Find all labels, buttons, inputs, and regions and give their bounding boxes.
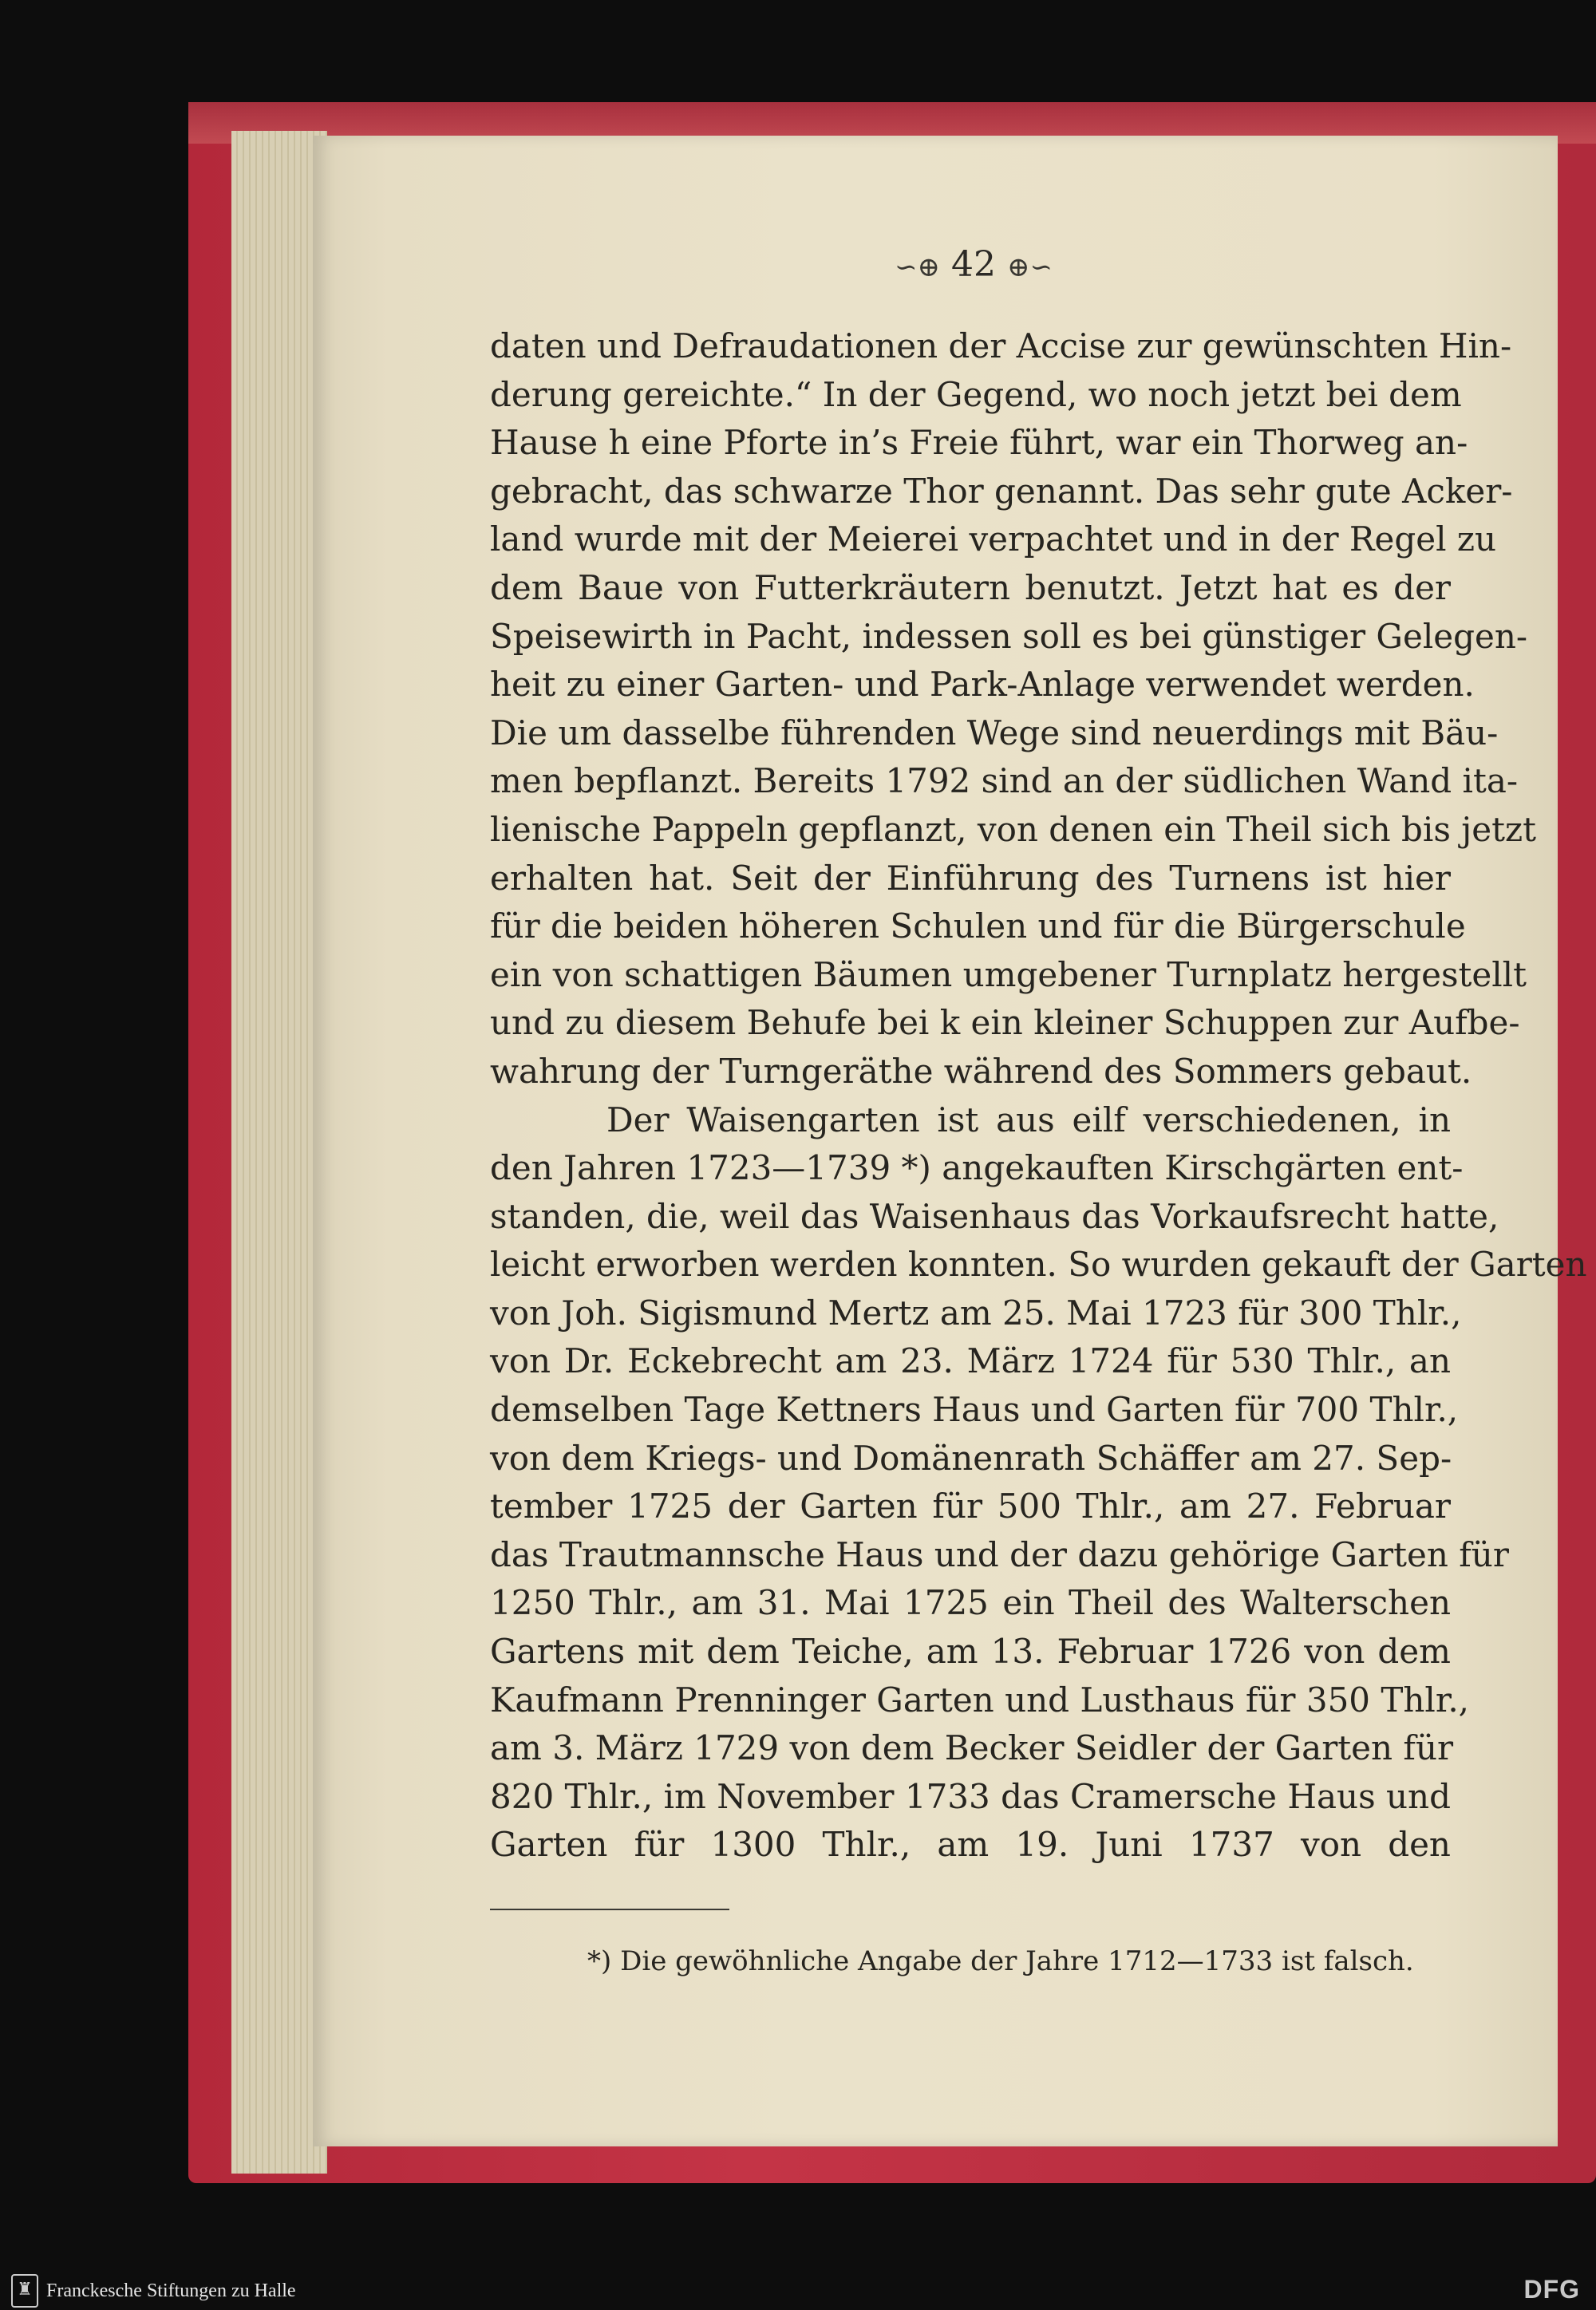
body-text <box>490 322 1587 1870</box>
page-number: 42 <box>951 244 996 285</box>
text-line: heit zu einer Garten- und Park-Anlage verwendet werden. <box>490 665 1475 705</box>
text-line: Speisewirth in Pacht, indessen soll es bei günstiger Gelegen- <box>490 616 1528 656</box>
text-line: am 3. März 1729 von dem Becker Seidler der Garten für <box>490 1728 1454 1768</box>
institution-name: Franckesche Stiftungen zu Halle <box>46 2280 296 2301</box>
dfg-logo: DFG <box>1523 2275 1580 2304</box>
text-line: dem Baue von Futterkräutern benutzt. Jetzt hat es der <box>490 567 1451 607</box>
text-line: für die beiden höheren Schulen und für die Bürgerschule <box>490 906 1466 946</box>
text-line: tember 1725 der Garten für 500 Thlr., am 27. Februar <box>490 1487 1451 1526</box>
page-header <box>878 244 1069 285</box>
ornament-right-icon: ⊕∽ <box>1007 251 1053 283</box>
text-line: den Jahren 1723—1739 *) angekauften Kirschgärten ent- <box>490 1148 1464 1188</box>
text-line: Der Waisengarten ist aus eilf verschiedenen, in <box>606 1100 1451 1139</box>
text-line: das Trautmannsche Haus und der dazu gehörige Garten für <box>490 1534 1509 1574</box>
text-line: Garten für 1300 Thlr., am 19. Juni 1737 von den <box>490 1825 1451 1865</box>
text-line: von Joh. Sigismund Mertz am 25. Mai 1723 für 300 Thlr., <box>490 1293 1462 1333</box>
text-line: demselben Tage Kettners Haus und Garten für 700 Thlr., <box>490 1390 1459 1430</box>
text-line: ein von schattigen Bäumen umgebener Turnplatz hergestellt <box>490 954 1527 994</box>
text-line: men bepflanzt. Bereits 1792 sind an der südlichen Wand ita- <box>490 761 1519 801</box>
institution-logo-icon: ♜ <box>11 2274 38 2308</box>
text-line: von Dr. Eckebrecht am 23. März 1724 für 530 Thlr., an <box>490 1341 1451 1381</box>
footnote: *) Die gewöhnliche Angabe der Jahre 1712—1733 ist falsch. <box>587 1945 1414 1977</box>
text-line: standen, die, weil das Waisenhaus das Vorkaufsrecht hatte, <box>490 1196 1499 1236</box>
text-line: Gartens mit dem Teiche, am 13. Februar 1726 von dem <box>490 1632 1451 1672</box>
text-line: Hause h eine Pforte in’s Freie führt, war ein Thorweg an- <box>490 423 1468 463</box>
text-line: 820 Thlr., im November 1733 das Cramersche Haus und <box>490 1776 1451 1816</box>
footnote-divider <box>490 1909 729 1910</box>
text-line: 1250 Thlr., am 31. Mai 1725 ein Theil des Walterschen <box>490 1583 1451 1623</box>
text-line: derung gereichte.“ In der Gegend, wo noch jetzt bei dem <box>490 374 1462 414</box>
text-line: Die um dasselbe führenden Wege sind neuerdings mit Bäu- <box>490 713 1499 752</box>
text-line: und zu diesem Behufe bei k ein kleiner Schuppen zur Aufbe- <box>490 1003 1520 1043</box>
text-line: leicht erworben werden konnten. So wurden gekauft der Garten <box>490 1245 1587 1285</box>
text-line: lienische Pappeln gepflanzt, von denen ein Theil sich bis jetzt <box>490 809 1537 849</box>
text-line: von dem Kriegs- und Domänenrath Schäffer am 27. Sep- <box>490 1438 1452 1478</box>
text-line: wahrung der Turngeräthe während des Sommers gebaut. <box>490 1051 1472 1091</box>
ornament-left-icon: ∽⊕ <box>895 251 940 283</box>
text-line: land wurde mit der Meierei verpachtet und in der Regel zu <box>490 519 1497 559</box>
text-line: daten und Defraudationen der Accise zur gewünschten Hin- <box>490 326 1512 365</box>
text-line: Kaufmann Prenninger Garten und Lusthaus für 350 Thlr., <box>490 1680 1470 1720</box>
text-line: gebracht, das schwarze Thor genannt. Das sehr gute Acker- <box>490 471 1513 511</box>
text-line: erhalten hat. Seit der Einführung des Turnens ist hier <box>490 858 1451 898</box>
